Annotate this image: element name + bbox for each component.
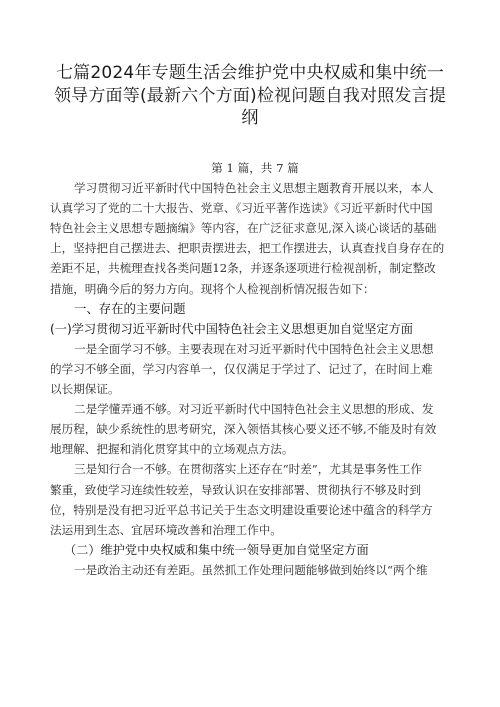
- paragraph-line: 措施，明确今后的努力方向。现将个人检视剖析情况报告如下：: [50, 281, 375, 296]
- paragraph-line: 的学习不够全面，学习内容单一，仅仅满足于学过了、记过了，在时间上难: [50, 361, 433, 376]
- title-line: 纲: [241, 108, 259, 128]
- paragraph-line: 展历程，缺少系统性的思考研究，深入领悟其核心要义还不够,不能及时有效: [50, 422, 437, 437]
- paragraph-line: 一是政治主动还有差距。虽然抓工作处理问题能够做到始终以“两个维: [74, 562, 428, 577]
- paragraph-line: 学习贯彻习近平新时代中国特色社会主义思想主题教育开展以来，本人: [74, 181, 434, 196]
- document-title: [50, 62, 450, 130]
- paragraph-line: 上，坚持把自己摆进去、把职责摆进去，把工作摆进去，认真查找自身存在的: [50, 241, 445, 256]
- page-label: 第 1 篇，共 7 篇: [211, 161, 299, 175]
- subsection-heading: （二）维护党中央权威和集中统一领导更加自觉坚定方面: [64, 542, 369, 557]
- paragraph-line: 特色社会主义思想专题摘编》等内容，在广泛征求意见,深入谈心谈话的基础: [50, 221, 437, 236]
- paragraph-line: 位，特别是没有把习近平总书记关于生态文明建设重要论述中蕴含的科学方: [50, 502, 433, 517]
- document-body: [50, 158, 460, 580]
- title-line: 领导方面等(最新六个方面)检视问题自我对照发言提: [53, 85, 447, 106]
- section-heading: 一、存在的主要问题: [74, 300, 186, 316]
- paragraph-line: 以长期保证。: [50, 382, 120, 397]
- paragraph-line: 二是学懂弄通不够。对习近平新时代中国特色社会主义思想的形成、发: [74, 402, 434, 417]
- paragraph-line: 认真学习了党的二十大报告、党章、《习近平著作选读》《习近平新时代中国: [50, 201, 433, 216]
- paragraph-line: 繁重，致使学习连续性较差，导致认识在安排部署、贯彻执行不够及时到: [50, 482, 422, 497]
- paragraph-line: 三是知行合一不够。在贯彻落实上还存在“时差”，尤其是事务性工作: [74, 462, 423, 477]
- paragraph-line: 差距不足，共梳理查找各类问题12条，并逐条逐项进行检视剖析，制定整改: [50, 261, 436, 276]
- paragraph-line: 一是全面学习不够。主要表现在对习近平新时代中国特色社会主义思想: [74, 341, 434, 356]
- title-line: 七篇2024年专题生活会维护党中央权威和集中统一: [55, 63, 445, 83]
- subsection-heading: (一)学习贯彻习近平新时代中国特色社会主义思想更加自觉坚定方面: [50, 321, 413, 336]
- paragraph-line: 地理解、把握和消化贯穿其中的立场观点方法。: [50, 442, 294, 457]
- paragraph-line: 法运用到生态、宜居环境改善和治理工作中。: [50, 522, 282, 537]
